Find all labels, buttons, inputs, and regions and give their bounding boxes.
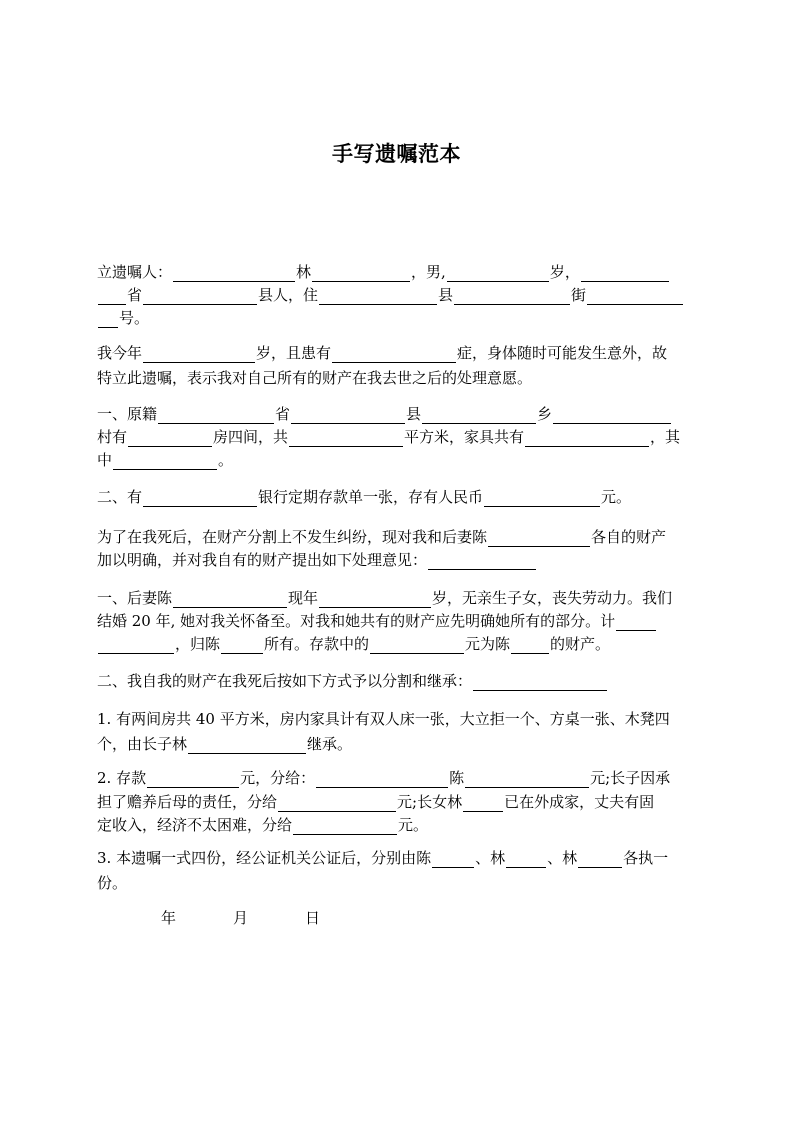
blank-field[interactable] xyxy=(525,430,649,447)
blank-field[interactable] xyxy=(113,453,217,470)
wife-line-2 xyxy=(97,611,657,633)
text: 元。 xyxy=(398,816,429,834)
text: 岁，且患有 xyxy=(256,344,332,362)
text: 省 xyxy=(275,405,291,423)
text: 元，分给： xyxy=(240,769,316,787)
blank-field[interactable] xyxy=(158,407,274,424)
text: 症，身体随时可能发生意外，故 xyxy=(457,344,668,362)
blank-field[interactable] xyxy=(221,637,263,654)
text: 现年 xyxy=(288,589,319,607)
text: 村有 xyxy=(97,428,128,446)
text: 为了在我死后，在财产分割上不发生纠纷，现对我和后妻陈 xyxy=(97,528,488,546)
text: 平方米，家具共有 xyxy=(404,428,525,446)
deposit-line xyxy=(97,487,631,509)
blank-field[interactable] xyxy=(316,771,448,788)
page-title: 手写遗嘱范本 xyxy=(332,142,461,166)
text: 已在外成家，丈夫有固 xyxy=(504,793,655,811)
blank-field[interactable] xyxy=(463,795,503,812)
text: 乡 xyxy=(537,405,553,423)
blank-field[interactable] xyxy=(291,407,405,424)
blank-field[interactable] xyxy=(173,591,287,608)
blank-field[interactable] xyxy=(147,771,239,788)
blank-field[interactable] xyxy=(422,407,536,424)
wife-line-3 xyxy=(97,634,610,656)
text: 所有。存款中的 xyxy=(264,635,370,653)
blank-field[interactable] xyxy=(98,311,118,328)
blank-field[interactable] xyxy=(370,637,464,654)
blank-field[interactable] xyxy=(432,851,474,868)
blank-field[interactable] xyxy=(578,851,622,868)
text: 继承。 xyxy=(307,735,353,753)
text: 元。 xyxy=(601,488,632,506)
blank-field[interactable] xyxy=(454,288,570,305)
text: 3. 本遗嘱一式四份，经公证机关公证后，分别由陈 xyxy=(97,849,432,867)
blank-field[interactable] xyxy=(143,288,257,305)
blank-field[interactable] xyxy=(511,637,549,654)
testator-line-1 xyxy=(97,262,670,284)
testator-line-3 xyxy=(97,308,149,330)
wife-line-1 xyxy=(97,588,672,610)
blank-field[interactable] xyxy=(506,851,546,868)
text: ，男, xyxy=(411,263,446,281)
text: 加以明确，并对我自有的财产提出如下处理意见： xyxy=(97,551,428,569)
text: 2. 存款 xyxy=(97,769,147,787)
text: 元;长子因承 xyxy=(590,769,671,787)
text: 1. 有两间房共 40 平方米，房内家具计有双人床一张，大立拒一个、方桌一张、木凳四 xyxy=(97,710,670,728)
text: 、林 xyxy=(547,849,578,867)
deposit-split-line-3 xyxy=(97,815,428,837)
blank-field[interactable] xyxy=(143,346,255,363)
blank-field[interactable] xyxy=(484,490,600,507)
text: 担了赡养后母的责任，分给 xyxy=(97,793,278,811)
blank-field[interactable] xyxy=(553,407,671,424)
deposit-split-line-2 xyxy=(97,792,654,814)
blank-field[interactable] xyxy=(278,795,396,812)
text: 街 xyxy=(571,286,587,304)
text: 的财产。 xyxy=(550,635,611,653)
property-line-3 xyxy=(97,450,233,472)
property-line-1 xyxy=(97,404,672,426)
text: 银行定期存款单一张，存有人民币 xyxy=(258,488,484,506)
text: 我今年 xyxy=(97,344,143,362)
text: 中 xyxy=(97,451,113,469)
property-line-2 xyxy=(97,427,680,449)
text: 省 xyxy=(127,286,143,304)
deposit-split-line-1 xyxy=(97,768,670,790)
text: 特立此遗嘱，表示我对自己所有的财产在我去世之后的处理意愿。 xyxy=(97,369,533,387)
blank-field[interactable] xyxy=(143,490,257,507)
blank-field[interactable] xyxy=(98,637,174,654)
blank-field[interactable] xyxy=(173,265,295,282)
date-month: 月 xyxy=(233,909,249,927)
text: 二、有 xyxy=(97,488,143,506)
text: 结婚 20 年, 她对我关怀备至。对我和她共有的财产应先明确她所有的部分。计 xyxy=(97,612,616,630)
blank-field[interactable] xyxy=(289,430,403,447)
blank-field[interactable] xyxy=(319,591,431,608)
text: 号。 xyxy=(119,309,150,327)
house-line-1 xyxy=(97,709,670,731)
text: 各自的财产 xyxy=(591,528,667,546)
blank-field[interactable] xyxy=(98,288,126,305)
purpose-line-1 xyxy=(97,527,666,549)
text: ，归陈 xyxy=(175,635,221,653)
blank-field[interactable] xyxy=(428,553,536,570)
blank-field[interactable] xyxy=(319,288,437,305)
blank-field[interactable] xyxy=(581,265,669,282)
blank-field[interactable] xyxy=(616,614,656,631)
text: 。 xyxy=(218,451,234,469)
text: 县人，住 xyxy=(258,286,319,304)
illness-line-2 xyxy=(97,368,532,390)
purpose-line-2 xyxy=(97,550,537,572)
text: 元为陈 xyxy=(465,635,511,653)
text: 一、后妻陈 xyxy=(97,589,173,607)
testator-line-2 xyxy=(97,285,684,307)
blank-field[interactable] xyxy=(312,265,410,282)
inheritance-heading xyxy=(97,671,608,693)
blank-field[interactable] xyxy=(465,771,589,788)
text: ，其 xyxy=(650,428,681,446)
text: 定收入，经济不太困难，分给 xyxy=(97,816,293,834)
copies-line-1 xyxy=(97,848,668,870)
text: 各执一 xyxy=(623,849,669,867)
blank-field[interactable] xyxy=(473,674,607,691)
text: 房四间，共 xyxy=(213,428,289,446)
copies-line-2 xyxy=(97,873,127,895)
text: 二、我自我的财产在我死后按如下方式予以分割和继承： xyxy=(97,672,473,690)
text: 份。 xyxy=(97,874,128,892)
text: 个，由长子林 xyxy=(97,735,188,753)
illness-line-1 xyxy=(97,343,667,365)
text: 立遗嘱人： xyxy=(97,263,173,281)
blank-field[interactable] xyxy=(293,818,397,835)
text: 县 xyxy=(406,405,422,423)
date-day: 日 xyxy=(305,909,321,927)
text: 县 xyxy=(438,286,454,304)
blank-field[interactable] xyxy=(332,346,456,363)
blank-field[interactable] xyxy=(128,430,212,447)
date-year: 年 xyxy=(161,909,177,927)
text: 岁，无亲生子女，丧失劳动力。我们 xyxy=(432,589,673,607)
text: 元;长女林 xyxy=(397,793,463,811)
blank-field[interactable] xyxy=(447,265,549,282)
blank-field[interactable] xyxy=(188,737,306,754)
blank-field[interactable] xyxy=(587,288,683,305)
text: 林 xyxy=(296,263,312,281)
text: 岁， xyxy=(549,263,580,281)
text: 一、原籍 xyxy=(97,405,158,423)
blank-field[interactable] xyxy=(488,530,590,547)
text: 陈 xyxy=(449,769,465,787)
text: 、林 xyxy=(475,849,506,867)
house-line-2 xyxy=(97,734,352,756)
